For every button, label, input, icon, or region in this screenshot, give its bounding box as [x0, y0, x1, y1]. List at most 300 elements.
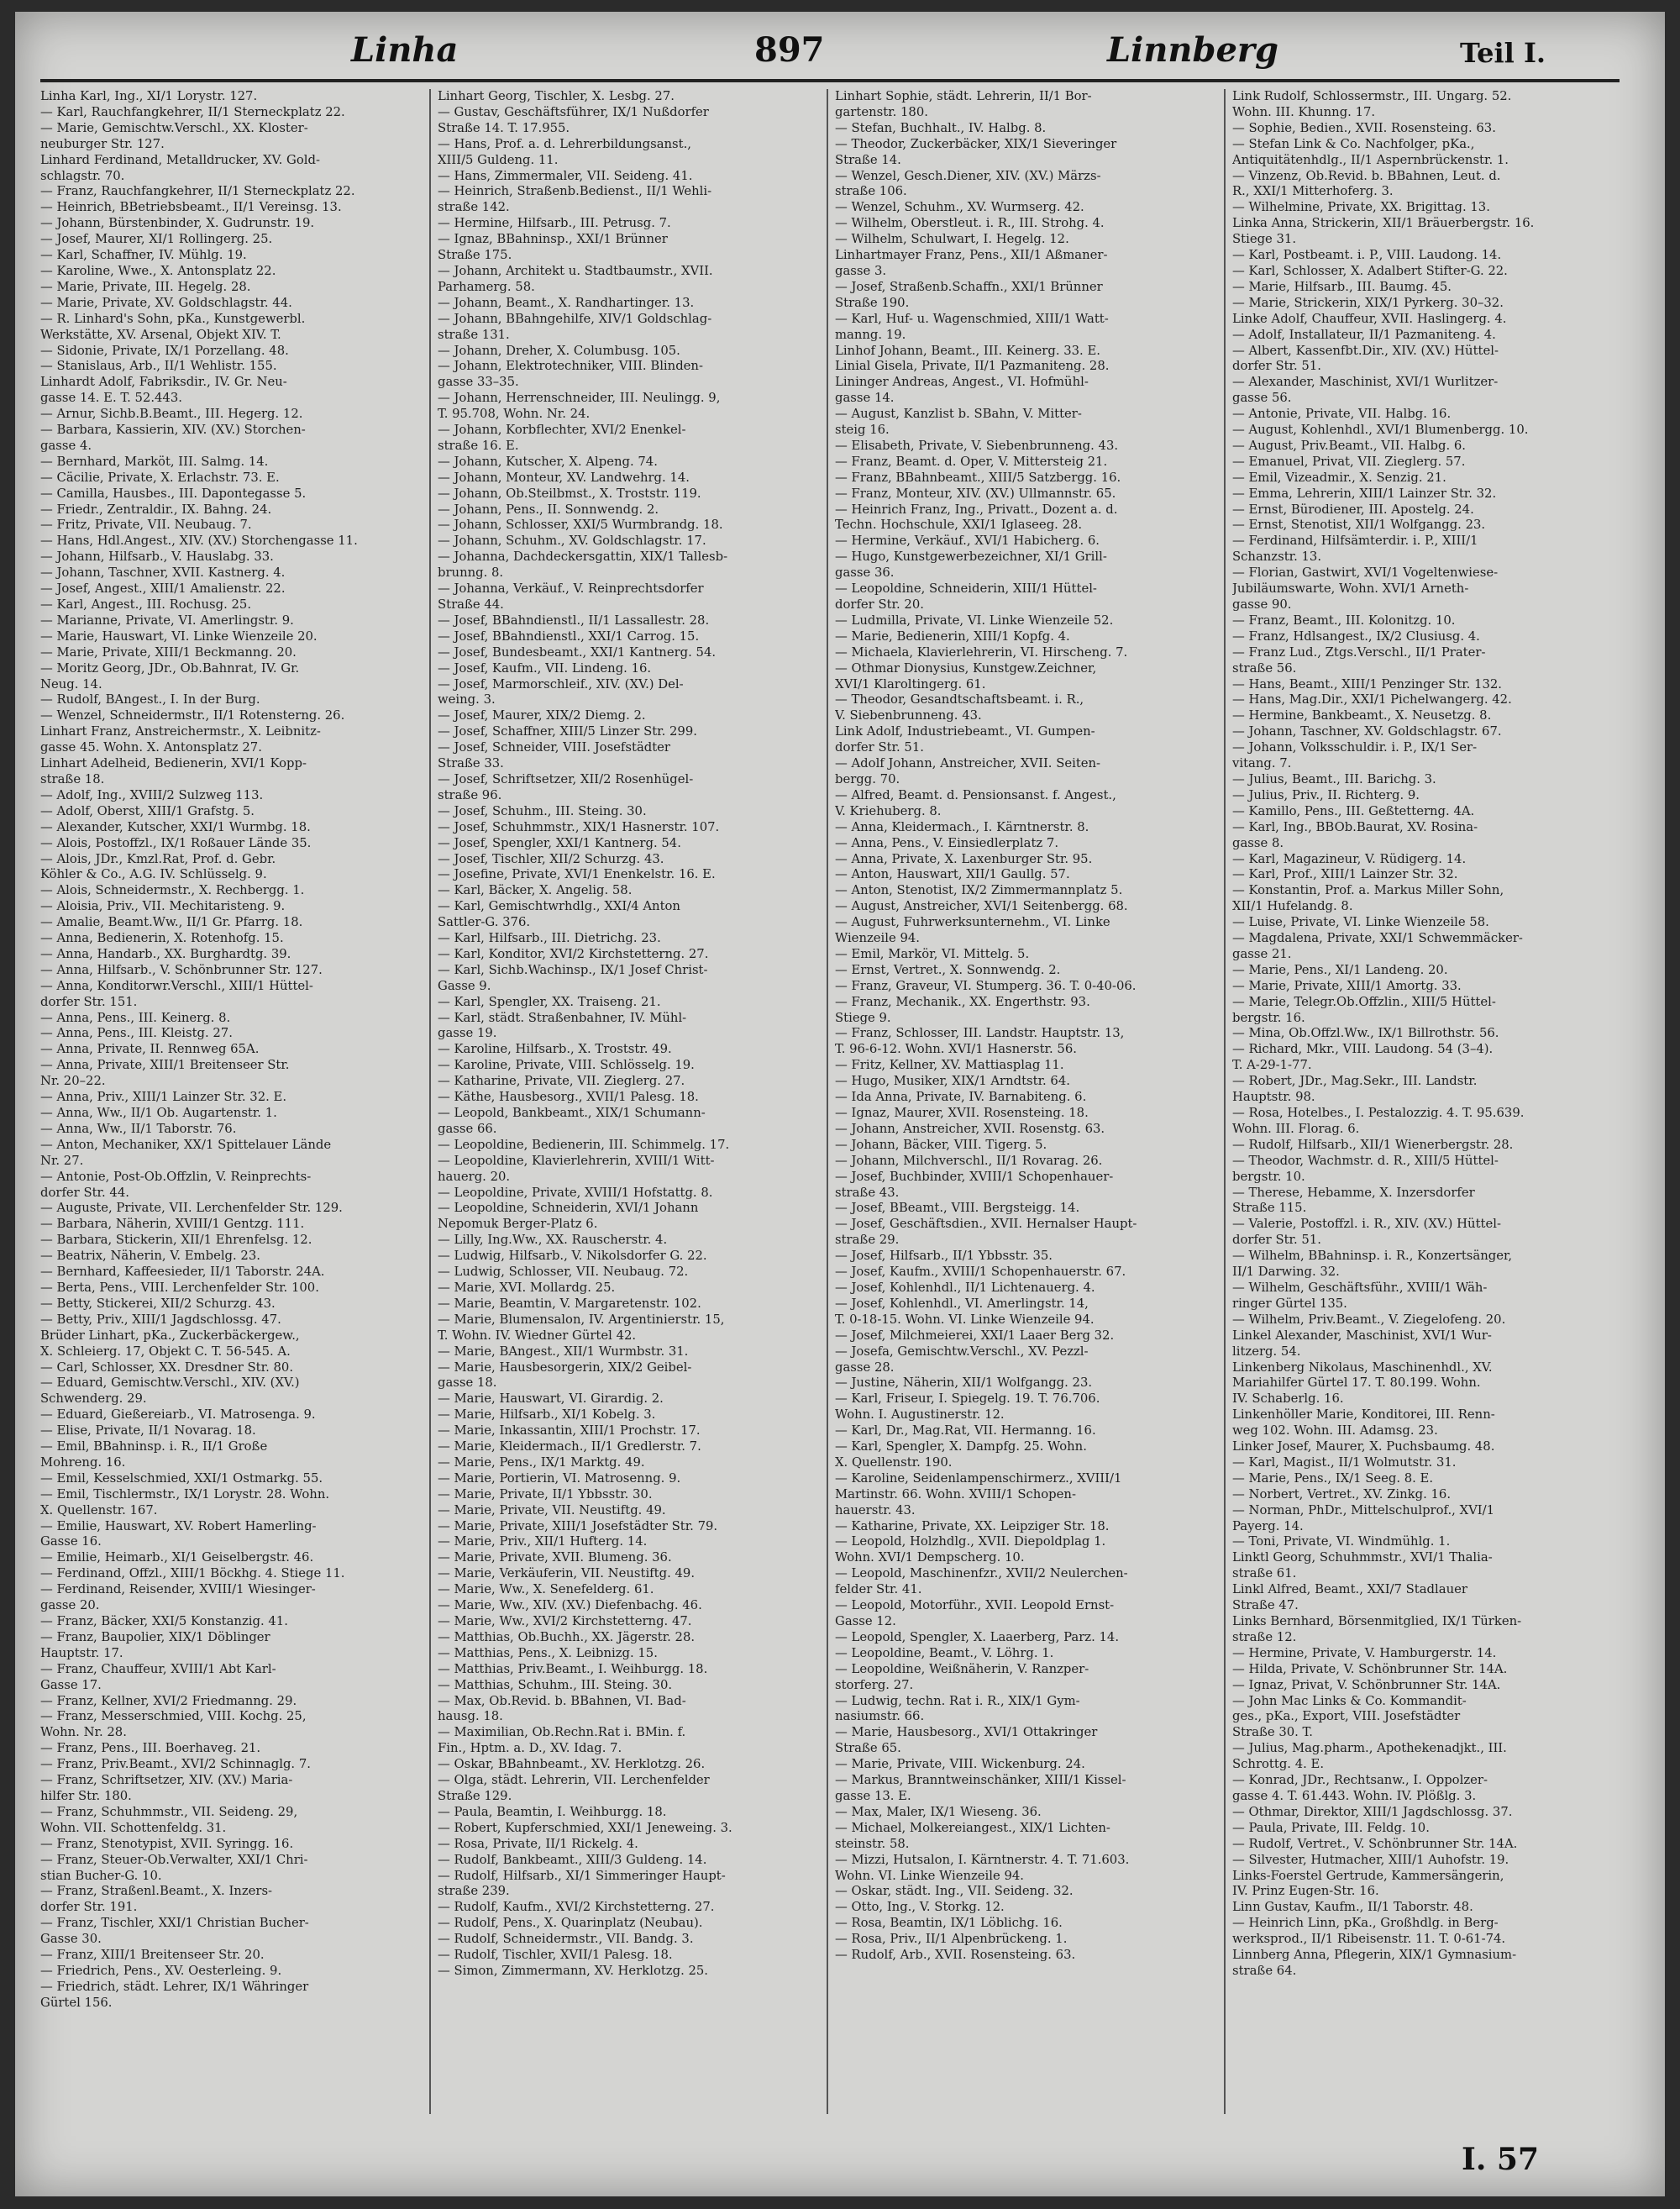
directory-line: V. Siebenbrunneng. 43. [835, 708, 982, 723]
directory-line: — Marie, Private, VII. Neustiftg. 49. [438, 1502, 666, 1517]
directory-line: Straße 14. T. 17.955. [438, 120, 570, 135]
directory-line: IV. Schaberlg. 16. [1232, 1391, 1344, 1407]
directory-line: — Leopoldine, Schneiderin, XVI/1 Johann [438, 1201, 699, 1216]
directory-line: — Berta, Pens., VIII. Lerchenfelder Str. 100. [40, 1280, 319, 1295]
directory-line: gasse 4. T. 61.443. Wohn. IV. Plößlg. 3. [1232, 1788, 1477, 1803]
directory-line: — Otto, Ing., V. Storkg. 12. [835, 1900, 1005, 1915]
directory-line: — Eduard, Gemischtw.Verschl., XIV. (XV.) [40, 1375, 300, 1391]
directory-line: — Mina, Ob.Offzl.Ww., IX/1 Billrothstr. 56. [1232, 1026, 1499, 1041]
directory-line: — Kamillo, Pens., III. Geßtetterng. 4A. [1232, 803, 1475, 818]
directory-line: X. Schleierg. 17, Objekt C. T. 56-545. A. [40, 1344, 291, 1359]
directory-line: Linhardt Adolf, Fabriksdir., IV. Gr. Neu- [40, 375, 287, 390]
directory-line: gasse 8. [1232, 835, 1284, 850]
directory-line: — Friedrich, städt. Lehrer, IX/1 Währinger [40, 1979, 309, 1994]
directory-line: — Josef, Spengler, XXI/1 Kantnerg. 54. [438, 835, 681, 850]
directory-line: Hauptstr. 17. [40, 1645, 123, 1660]
directory-line: — Emil, BBahninsp. i. R., II/1 Große [40, 1439, 268, 1454]
directory-line: — Rudolf, Tischler, XVII/1 Palesg. 18. [438, 1948, 673, 1963]
directory-line: — Aloisia, Priv., VII. Mechitaristeng. 9. [40, 899, 286, 914]
directory-line: Linial Gisela, Private, II/1 Pazmaniteng. 28. [835, 359, 1110, 374]
directory-line: schlagstr. 70. [40, 168, 125, 183]
directory-line: Linnberg Anna, Pflegerin, XIX/1 Gymnasium- [1232, 1948, 1517, 1963]
page-number: 897 [754, 30, 825, 70]
directory-line: Sattler-G. 376. [438, 915, 531, 930]
directory-line: Wohn. Nr. 28. [40, 1725, 127, 1740]
directory-line: — Karoline, Seidenlampenschirmerz., XVIII/1 [835, 1470, 1122, 1486]
directory-line: Linktl Georg, Schuhmmstr., XVI/1 Thalia- [1232, 1550, 1493, 1565]
directory-line: — Johann, Korbflechter, XVI/2 Enenkel- [438, 423, 686, 438]
directory-line: — Marie, Pens., XI/1 Landeng. 20. [1232, 962, 1448, 977]
directory-line: — Konrad, JDr., Rechtsanw., I. Oppolzer- [1232, 1773, 1488, 1788]
directory-line: — Alois, Postoffzl., IX/1 Roßauer Lände 35. [40, 835, 312, 850]
directory-line: dorfer Str. 51. [1232, 1233, 1321, 1248]
directory-line: — Anna, Pens., V. Einsiedlerplatz 7. [835, 835, 1059, 850]
directory-line: — Hermine, Bankbeamt., X. Neusetzg. 8. [1232, 708, 1492, 723]
directory-line: — Josef, BBahndienstl., XXI/1 Carrog. 15. [438, 629, 700, 644]
directory-line: — Maximilian, Ob.Rechn.Rat i. BMin. f. [438, 1725, 686, 1740]
directory-line: — Anna, Konditorwr.Verschl., XIII/1 Hüttel- [40, 978, 313, 993]
directory-line: — Josefine, Private, XVI/1 Enenkelstr. 16. E. [438, 867, 716, 882]
directory-line: straße 96. [438, 787, 502, 802]
directory-line: T. 96-6-12. Wohn. XVI/1 Hasnerstr. 56. [835, 1042, 1077, 1057]
directory-line: — Luise, Private, VI. Linke Wienzeile 58. [1232, 915, 1489, 930]
directory-line: — Ludwig, techn. Rat i. R., XIX/1 Gym- [835, 1693, 1080, 1708]
directory-line: — Josef, Schriftsetzer, XII/2 Rosenhügel- [438, 771, 694, 786]
directory-line: vitang. 7. [1232, 756, 1292, 771]
directory-line: — August, Anstreicher, XVI/1 Seitenbergg. 68. [835, 899, 1128, 914]
directory-line: gasse 4. [40, 438, 92, 453]
directory-line: — Marie, Private, XIII/1 Josefstädter Str. 79. [438, 1518, 718, 1533]
directory-line: — Leopoldine, Private, XVIII/1 Hofstattg. 8. [438, 1185, 713, 1200]
directory-line: — Karl, Friseur, I. Spiegelg. 19. T. 76.706. [835, 1391, 1100, 1407]
directory-line: gasse 20. [40, 1598, 100, 1613]
directory-line: Linhart Franz, Anstreichermstr., X. Leibnitz- [40, 724, 321, 739]
directory-line: — Amalie, Beamt.Ww., II/1 Gr. Pfarrg. 18. [40, 915, 303, 930]
directory-line: gasse 13. E. [835, 1788, 911, 1803]
directory-line: — Adolf Johann, Anstreicher, XVII. Seiten- [835, 756, 1101, 771]
header-rule [40, 79, 1620, 82]
directory-line: — Karl, Magazineur, V. Rüdigerg. 14. [1232, 851, 1467, 866]
directory-line: gasse 21. [1232, 946, 1292, 961]
column-divider [429, 89, 431, 2114]
directory-line: — Emil, Tischlermstr., IX/1 Lorystr. 28. Wohn. [40, 1486, 330, 1502]
directory-line: Fin., Hptm. a. D., XV. Idag. 7. [438, 1741, 622, 1756]
directory-line: Gasse 9. [438, 978, 491, 993]
directory-line: — Hilda, Private, V. Schönbrunner Str. 14A. [1232, 1661, 1508, 1676]
directory-line: — Theodor, Wachmstr. d. R., XIII/5 Hüttel- [1232, 1153, 1499, 1168]
directory-line: — Marie, Hilfsarb., XI/1 Kobelg. 3. [438, 1407, 656, 1423]
directory-line: — Franz Lud., Ztgs.Verschl., II/1 Prater- [1232, 644, 1486, 660]
directory-line: — Marie, Hilfsarb., III. Baumg. 45. [1232, 279, 1452, 294]
signature-mark: I. 57 [1462, 2142, 1540, 2177]
directory-line: — Franz, Kellner, XVI/2 Friedmanng. 29. [40, 1693, 297, 1708]
directory-line: — Emil, Kesselschmied, XXI/1 Ostmarkg. 55. [40, 1470, 323, 1486]
directory-line: Wohn. VII. Schottenfeldg. 31. [40, 1820, 227, 1835]
directory-line: — Josef, Schaffner, XIII/5 Linzer Str. 299. [438, 724, 697, 739]
directory-line: Straße 190. [835, 295, 910, 310]
directory-line: straße 29. [835, 1233, 900, 1248]
directory-line: T. 0-18-15. Wohn. VI. Linke Wienzeile 94. [835, 1312, 1095, 1327]
directory-line: — Wilhelm, Oberstleut. i. R., III. Strohg. 4. [835, 216, 1105, 231]
directory-line: — Justine, Näherin, XII/1 Wolfgangg. 23. [835, 1375, 1093, 1391]
directory-line: — Markus, Branntweinschänker, XIII/1 Kissel- [835, 1773, 1126, 1788]
directory-line: — Hans, Hdl.Angest., XIV. (XV.) Storchengasse 11. [40, 534, 358, 549]
directory-line: — Anna, Private, XIII/1 Breitenseer Str. [40, 1058, 290, 1073]
running-head-left: Linha [351, 30, 459, 70]
directory-line: — Leopoldine, Schneiderin, XIII/1 Hüttel- [835, 581, 1097, 597]
directory-line: — Josef, Geschäftsdien., XVII. Hernalser Haupt- [835, 1217, 1137, 1232]
directory-line: gasse 36. [835, 565, 895, 581]
directory-line: XVI/1 Klaroltingerg. 61. [835, 676, 986, 692]
directory-line: — Robert, Kupferschmied, XXI/1 Jeneweing. 3. [438, 1820, 732, 1835]
directory-line: Wohn. III. Florag. 6. [1232, 1121, 1360, 1136]
directory-line: Jubiläumswarte, Wohn. XVI/1 Arneth- [1232, 581, 1469, 597]
directory-line: — Emma, Lehrerin, XIII/1 Lainzer Str. 32. [1232, 486, 1497, 501]
directory-line: — Wenzel, Gesch.Diener, XIV. (XV.) Märzs- [835, 168, 1101, 183]
directory-line: — Johann, Kutscher, X. Alpeng. 74. [438, 454, 658, 469]
directory-line: — Karl, Ing., BBOb.Baurat, XV. Rosina- [1232, 819, 1478, 834]
directory-line: — Ignaz, BBahninsp., XXI/1 Brünner [438, 232, 668, 247]
directory-line: — Marie, Gemischtw.Verschl., XX. Kloster- [40, 120, 308, 135]
directory-line: Payerg. 14. [1232, 1518, 1304, 1533]
directory-line: — Franz, Baupolier, XIX/1 Döblinger [40, 1629, 270, 1644]
directory-line: hauerg. 20. [438, 1169, 511, 1184]
directory-line: — Friedr., Zentraldir., IX. Bahng. 24. [40, 502, 272, 517]
directory-line: — Johann, Schlosser, XXI/5 Wurmbrandg. 18. [438, 518, 723, 533]
directory-line: — Alois, Schneidermstr., X. Rechbergg. 1. [40, 883, 305, 898]
directory-column-1 [40, 89, 423, 2114]
directory-line: — Karl, Rauchfangkehrer, II/1 Sterneckplatz 22. [40, 104, 345, 119]
directory-line: storferg. 27. [835, 1677, 914, 1692]
volume-part: Teil I. [1460, 37, 1546, 69]
directory-line: — Marie, Ww., X. Senefelderg. 61. [438, 1582, 654, 1597]
directory-line: — Alois, JDr., Kmzl.Rat, Prof. d. Gebr. [40, 851, 276, 866]
directory-line: T. 95.708, Wohn. Nr. 24. [438, 407, 591, 422]
directory-line: — Marie, Bedienerin, XIII/1 Kopfg. 4. [835, 629, 1070, 644]
directory-line: — Leopold, Bankbeamt., XIX/1 Schumann- [438, 1106, 706, 1120]
directory-line: — Betty, Stickerei, XII/2 Schurzg. 43. [40, 1296, 276, 1311]
directory-line: — Max, Maler, IX/1 Wieseng. 36. [835, 1804, 1042, 1819]
directory-line: hilfer Str. 180. [40, 1788, 132, 1803]
directory-line: — Marianne, Private, VI. Amerlingstr. 9. [40, 613, 294, 628]
directory-line: — Ludwig, Hilfsarb., V. Nikolsdorfer G. 22. [438, 1249, 707, 1264]
directory-line: gasse 14. E. T. 52.443. [40, 391, 182, 406]
directory-line: — Barbara, Kassierin, XIV. (XV.) Storchen- [40, 423, 306, 438]
directory-line: Straße 129. [438, 1788, 512, 1803]
directory-line: — Anna, Handarb., XX. Burghardtg. 39. [40, 946, 291, 961]
directory-line: — Franz, Bäcker, XXI/5 Konstanzig. 41. [40, 1614, 288, 1628]
directory-line: — Josef, Schuhmmstr., XIX/1 Hasnerstr. 107. [438, 819, 720, 834]
directory-line: — Franz, Steuer-Ob.Verwalter, XXI/1 Chri- [40, 1852, 308, 1867]
directory-line: — Barbara, Näherin, XVIII/1 Gentzg. 111. [40, 1217, 305, 1232]
directory-line: — Marie, Pens., IX/1 Marktg. 49. [438, 1454, 645, 1470]
column-divider [1224, 89, 1226, 2114]
directory-line: hauerstr. 43. [835, 1502, 916, 1517]
directory-line: — Auguste, Private, VII. Lerchenfelder Str. 129. [40, 1201, 343, 1216]
directory-line: — Wenzel, Schneidermstr., II/1 Rotensterng. 26. [40, 708, 345, 723]
directory-line: — Anna, Priv., XIII/1 Lainzer Str. 32. E. [40, 1090, 287, 1105]
directory-line: — Franz, Pens., III. Boerhaveg. 21. [40, 1741, 261, 1756]
directory-line: — Josef, Buchbinder, XVIII/1 Schopenhauer- [835, 1169, 1114, 1184]
directory-line: — Paula, Beamtin, I. Weihburgg. 18. [438, 1804, 667, 1819]
directory-line: gasse 3. [835, 263, 887, 278]
directory-line: II/1 Darwing. 32. [1232, 1265, 1340, 1280]
directory-line: Linn Gustav, Kaufm., II/1 Taborstr. 48. [1232, 1900, 1473, 1915]
directory-line: — Josef, Angest., XIII/1 Amalienstr. 22. [40, 581, 286, 597]
directory-line: — Sophie, Bedien., XVII. Rosensteing. 63. [1232, 120, 1496, 135]
directory-line: Neug. 14. [40, 676, 102, 692]
directory-line: — Katharine, Private, XX. Leipziger Str. 18. [835, 1518, 1110, 1533]
directory-line: — Franz, XIII/1 Breitenseer Str. 20. [40, 1948, 265, 1963]
directory-line: — Josef, Milchmeierei, XXI/1 Laaer Berg 32. [835, 1328, 1115, 1343]
directory-line: — Rosa, Beamtin, IX/1 Löblichg. 16. [835, 1916, 1063, 1931]
directory-line: — Lilly, Ing.Ww., XX. Rauscherstr. 4. [438, 1233, 668, 1248]
directory-line: — Ida Anna, Private, IV. Barnabiteng. 6. [835, 1090, 1087, 1105]
directory-line: — Rosa, Hotelbes., I. Pestalozzig. 4. T. 95.639. [1232, 1106, 1525, 1120]
directory-line: — Marie, Hauswart, VI. Linke Wienzeile 20. [40, 629, 318, 644]
directory-line: — Fritz, Kellner, XV. Mattiasplag 11. [835, 1058, 1064, 1073]
directory-line: — Anton, Hauswart, XII/1 Gaullg. 57. [835, 867, 1070, 882]
directory-line: — Anna, Kleidermach., I. Kärntnerstr. 8. [835, 819, 1089, 834]
directory-line: dorfer Str. 51. [835, 740, 924, 755]
directory-line: — Josef, BBahndienstl., II/1 Lassallestr. 28. [438, 613, 710, 628]
directory-line: XII/1 Hufelandg. 8. [1232, 899, 1353, 914]
directory-line: — Hans, Prof. a. d. Lehrerbildungsanst., [438, 136, 692, 151]
directory-line: dorfer Str. 44. [40, 1185, 129, 1200]
directory-line: Nepomuk Berger-Platz 6. [438, 1217, 598, 1232]
directory-line: Parhamerg. 58. [438, 279, 535, 294]
directory-line: — Franz, Graveur, VI. Stumperg. 36. T. 0-40-06. [835, 978, 1137, 993]
directory-line: — August, Kohlenhdl., XVI/1 Blumenbergg. 10. [1232, 423, 1529, 438]
directory-line: R., XXI/1 Mitterhoferg. 3. [1232, 184, 1394, 199]
directory-line: Gasse 17. [40, 1677, 102, 1692]
directory-line: — Julius, Beamt., III. Barichg. 3. [1232, 771, 1436, 786]
directory-line: Gasse 12. [835, 1614, 896, 1628]
directory-line: — Franz, Rauchfangkehrer, II/1 Sterneckplatz 22. [40, 184, 355, 199]
directory-line: — Rudolf, Vertret., V. Schönbrunner Str. 14A. [1232, 1836, 1518, 1851]
directory-line: — Rosa, Priv., II/1 Alpenbrückeng. 1. [835, 1932, 1068, 1947]
directory-line: Martinstr. 66. Wohn. XVIII/1 Schopen- [835, 1486, 1076, 1502]
column-divider [827, 89, 828, 2114]
directory-line: steinstr. 58. [835, 1836, 910, 1851]
directory-line: Linhof Johann, Beamt., III. Keinerg. 33. E. [835, 343, 1100, 358]
directory-line: dorfer Str. 51. [1232, 359, 1321, 374]
directory-line: ringer Gürtel 135. [1232, 1296, 1347, 1311]
directory-line: — Marie, Private, II/1 Ybbsstr. 30. [438, 1486, 653, 1502]
directory-line: Wohn. VI. Linke Wienzeile 94. [835, 1868, 1025, 1883]
directory-line: nasiumstr. 66. [835, 1709, 925, 1724]
directory-line: — Johann, Milchverschl., II/1 Rovarag. 26. [835, 1153, 1103, 1168]
directory-line: — Silvester, Hutmacher, XIII/1 Auhofstr. 19. [1232, 1852, 1509, 1867]
directory-line: — Stanislaus, Arb., II/1 Wehlistr. 155. [40, 359, 277, 374]
directory-line: — August, Fuhrwerksunternehm., VI. Linke [835, 915, 1110, 930]
directory-line: — Toni, Private, VI. Windmühlg. 1. [1232, 1534, 1451, 1549]
directory-line: Link Rudolf, Schlossermstr., III. Ungarg. 52. [1232, 89, 1512, 103]
directory-line: Nr. 27. [40, 1153, 84, 1168]
directory-line: — Wilhelm, BBahninsp. i. R., Konzertsänger, [1232, 1249, 1513, 1264]
directory-line: straße 43. [835, 1185, 900, 1200]
directory-line: — Johann, Monteur, XV. Landwehrg. 14. [438, 470, 690, 485]
directory-line: — Gustav, Geschäftsführer, IX/1 Nußdorfer [438, 104, 709, 119]
directory-line: straße 239. [438, 1884, 510, 1899]
directory-line: manng. 19. [835, 327, 906, 342]
directory-line: — Johann, Volksschuldir. i. P., IX/1 Ser- [1232, 740, 1478, 755]
directory-line: — Paula, Private, III. Feldg. 10. [1232, 1820, 1430, 1835]
directory-line: — Karl, Postbeamt. i. P., VIII. Laudong. 14. [1232, 248, 1502, 263]
directory-line: — Bernhard, Kaffeesieder, II/1 Taborstr. 24A. [40, 1265, 325, 1280]
directory-line: — Marie, Kleidermach., II/1 Gredlerstr. 7. [438, 1439, 701, 1454]
directory-line: Schrottg. 4. E. [1232, 1757, 1325, 1772]
directory-line: — Othmar, Direktor, XIII/1 Jagdschlossg. 37. [1232, 1804, 1513, 1819]
directory-line: T. Wohn. IV. Wiedner Gürtel 42. [438, 1328, 637, 1343]
directory-line: — Florian, Gastwirt, XVI/1 Vogeltenwiese- [1232, 565, 1499, 581]
directory-line: — Olga, städt. Lehrerin, VII. Lerchenfelder [438, 1773, 710, 1788]
directory-line: gartenstr. 180. [835, 104, 928, 119]
directory-line: — Matthias, Ob.Buchh., XX. Jägerstr. 28. [438, 1629, 696, 1644]
directory-line: — Josef, Hilfsarb., II/1 Ybbsstr. 35. [835, 1249, 1053, 1264]
directory-line: — Ignaz, Maurer, XVII. Rosensteing. 18. [835, 1106, 1089, 1120]
directory-line: — Karl, Sichb.Wachinsp., IX/1 Josef Christ- [438, 962, 708, 977]
directory-line: — Marie, Ww., XVI/2 Kirchstetterng. 47. [438, 1614, 692, 1628]
directory-column-2 [438, 89, 820, 2114]
directory-line: — Elisabeth, Private, V. Siebenbrunneng. 43. [835, 438, 1119, 453]
directory-line: — Anna, Bedienerin, X. Rotenhofg. 15. [40, 931, 284, 946]
directory-line: — Adolf, Ing., XVIII/2 Sulzweg 113. [40, 787, 264, 802]
directory-line: straße 12. [1232, 1629, 1297, 1644]
directory-line: Schanzstr. 13. [1232, 550, 1322, 565]
directory-line: — Heinrich, Straßenb.Bedienst., II/1 Wehli- [438, 184, 712, 199]
directory-line: — Ignaz, Privat, V. Schönbrunner Str. 14A. [1232, 1677, 1501, 1692]
directory-line: Gürtel 156. [40, 1995, 113, 2010]
directory-line: Techn. Hochschule, XXI/1 Iglaseeg. 28. [835, 518, 1083, 533]
directory-line: Linke Adolf, Chauffeur, XVII. Haslingerg. 4. [1232, 311, 1507, 326]
directory-line: — Karoline, Hilfsarb., X. Troststr. 49. [438, 1042, 672, 1057]
directory-line: — Ferdinand, Hilfsämterdir. i. P., XIII/1 [1232, 534, 1478, 549]
directory-line: — Franz, Mechanik., XX. Engerthstr. 93. [835, 994, 1090, 1009]
directory-line: steig 16. [835, 423, 890, 438]
directory-line: — Josef, Straßenb.Schaffn., XXI/1 Brünner [835, 279, 1103, 294]
directory-line: — Arnur, Sichb.B.Beamt., III. Hegerg. 12. [40, 407, 303, 422]
directory-line: — Johann, Dreher, X. Columbusg. 105. [438, 343, 680, 358]
directory-line: — Franz, Stenotypist, XVII. Syringg. 16. [40, 1836, 294, 1851]
directory-line: — Robert, JDr., Mag.Sekr., III. Landstr. [1232, 1074, 1478, 1089]
directory-line: — Leopoldine, Bedienerin, III. Schimmelg. 17. [438, 1137, 730, 1152]
directory-line: — Hans, Beamt., XIII/1 Penzinger Str. 132. [1232, 676, 1502, 692]
directory-line: — Karl, Dr., Mag.Rat, VII. Hermanng. 16. [835, 1423, 1096, 1438]
directory-line: — Franz, BBahnbeamt., XIII/5 Satzbergg. 16. [835, 470, 1121, 485]
directory-line: Straße 47. [1232, 1598, 1299, 1613]
directory-line: — Johann, Bürstenbinder, X. Gudrunstr. 19. [40, 216, 315, 231]
directory-line: dorfer Str. 151. [40, 994, 138, 1009]
directory-line: straße 142. [438, 200, 510, 215]
directory-line: — Matthias, Pens., X. Leibnizg. 15. [438, 1645, 658, 1660]
directory-line: gasse 19. [438, 1026, 497, 1041]
directory-line: — Marie, Telegr.Ob.Offzlin., XIII/5 Hüttel- [1232, 994, 1496, 1009]
directory-line: Links Bernhard, Börsenmitglied, IX/1 Türken- [1232, 1614, 1522, 1628]
directory-line: Mariahilfer Gürtel 17. T. 80.199. Wohn. [1232, 1375, 1481, 1391]
directory-line: weg 102. Wohn. III. Adamsg. 23. [1232, 1423, 1438, 1438]
directory-line: — Emilie, Heimarb., XI/1 Geiselbergstr. 46. [40, 1550, 314, 1565]
directory-line: — Max, Ob.Revid. b. BBahnen, VI. Bad- [438, 1693, 686, 1708]
directory-line: gasse 18. [438, 1375, 497, 1391]
directory-line: — Karl, Hilfsarb., III. Dietrichg. 23. [438, 931, 661, 946]
directory-line: — Franz, Chauffeur, XVIII/1 Abt Karl- [40, 1661, 276, 1676]
directory-line: — Marie, Private, XV. Goldschlagstr. 44. [40, 295, 292, 310]
directory-line: — Adolf, Installateur, II/1 Pazmaniteng. 4. [1232, 327, 1496, 342]
directory-line: — Anna, Pens., III. Keinerg. 8. [40, 1010, 231, 1025]
directory-line: Straße 33. [438, 756, 504, 771]
directory-line: — Johann, Beamt., X. Randhartinger. 13. [438, 295, 695, 310]
directory-line: straße 16. E. [438, 438, 519, 453]
directory-line: — Leopold, Motorführ., XVII. Leopold Ernst- [835, 1598, 1115, 1613]
directory-line: — Johann, Bäcker, VIII. Tigerg. 5. [835, 1137, 1047, 1152]
directory-line: bergstr. 10. [1232, 1169, 1305, 1184]
directory-line: — Julius, Mag.pharm., Apothekenadjkt., III. [1232, 1741, 1507, 1756]
directory-line: — Leopold, Holzhdlg., XVII. Diepoldplag 1. [835, 1534, 1106, 1549]
directory-line: — Hermine, Verkäuf., XVI/1 Habicherg. 6. [835, 534, 1100, 549]
directory-line: — Karl, Schaffner, IV. Mühlg. 19. [40, 248, 247, 263]
directory-line: Lininger Andreas, Angest., VI. Hofmühl- [835, 375, 1089, 390]
directory-line: Gasse 16. [40, 1534, 102, 1549]
directory-line: — Theodor, Zuckerbäcker, XIX/1 Sieveringer [835, 136, 1117, 151]
directory-line: X. Quellenstr. 190. [835, 1454, 953, 1470]
directory-line: — Hugo, Kunstgewerbezeichner, XI/1 Grill- [835, 550, 1107, 565]
directory-line: — Anna, Hilfsarb., V. Schönbrunner Str. 127. [40, 962, 323, 977]
directory-line: — Stefan Link & Co. Nachfolger, pKa., [1232, 136, 1475, 151]
directory-line: — Rudolf, Bankbeamt., XIII/3 Guldeng. 14. [438, 1852, 707, 1867]
directory-line: — Franz, Schuhmmstr., VII. Seideng. 29, [40, 1804, 298, 1819]
directory-line: — Anna, Pens., III. Kleistg. 27. [40, 1026, 233, 1041]
directory-line: — Marie, BAngest., XII/1 Wurmbstr. 31. [438, 1344, 689, 1359]
directory-line: — Marie, Strickerin, XIX/1 Pyrkerg. 30–32. [1232, 295, 1504, 310]
directory-line: — Alexander, Maschinist, XVI/1 Wurlitzer- [1232, 375, 1499, 390]
directory-line: — Magdalena, Private, XXI/1 Schwemmäcker- [1232, 931, 1523, 946]
directory-line: gasse 14. [835, 391, 895, 406]
directory-line: gasse 28. [835, 1360, 895, 1375]
directory-line: ges., pKa., Export, VIII. Josefstädter [1232, 1709, 1461, 1724]
directory-line: — Moritz Georg, JDr., Ob.Bahnrat, IV. Gr. [40, 660, 300, 676]
directory-line: — Rudolf, BAngest., I. In der Burg. [40, 692, 260, 707]
directory-line: — Franz, Hdlsangest., IX/2 Clusiusg. 4. [1232, 629, 1480, 644]
directory-line: — Oskar, städt. Ing., VII. Seideng. 32. [835, 1884, 1074, 1899]
directory-line: — Ludwig, Schlosser, VII. Neubaug. 72. [438, 1265, 689, 1280]
directory-line: — Marie, Private, III. Hegelg. 28. [40, 279, 251, 294]
directory-line: Stiege 9. [835, 1010, 891, 1025]
directory-line: Straße 14. [835, 152, 901, 167]
directory-line: — Johann, Schuhm., XV. Goldschlagstr. 17. [438, 534, 706, 549]
directory-line: Linkenhöller Marie, Konditorei, III. Renn- [1232, 1407, 1495, 1423]
directory-line: — Rudolf, Pens., X. Quarinplatz (Neubau). [438, 1916, 703, 1931]
directory-line: Antiquitätenhdlg., II/1 Aspernbrückenstr. 1. [1232, 152, 1509, 167]
directory-line: — Johann, Architekt u. Stadtbaumstr., XVII. [438, 263, 713, 278]
directory-line: gasse 45. Wohn. X. Antonsplatz 27. [40, 740, 262, 755]
directory-line: — Karl, Huf- u. Wagenschmied, XIII/1 Watt- [835, 311, 1109, 326]
directory-line: Linkenberg Nikolaus, Maschinenhdl., XV. [1232, 1360, 1493, 1375]
directory-line: — Marie, Inkassantin, XIII/1 Prochstr. 17. [438, 1423, 701, 1438]
directory-line: V. Kriehuberg. 8. [835, 803, 942, 818]
directory-line: — Karl, Spengler, X. Dampfg. 25. Wohn. [835, 1439, 1087, 1454]
directory-line: — Josef, Kaufm., VII. Lindeng. 16. [438, 660, 652, 676]
directory-line: — Johann, Herrenschneider, III. Neulingg. 9, [438, 391, 721, 406]
directory-line: — Michaela, Klavierlehrerin, VI. Hirscheng. 7. [835, 644, 1128, 660]
directory-line: — Theodor, Gesandtschaftsbeamt. i. R., [835, 692, 1084, 707]
directory-line: stian Bucher-G. 10. [40, 1868, 162, 1883]
directory-line: — Wilhelmine, Private, XX. Brigittag. 13. [1232, 200, 1490, 215]
directory-line: — Rosa, Private, II/1 Rickelg. 4. [438, 1836, 638, 1851]
directory-line: — Marie, Hausbesorg., XVI/1 Ottakringer [835, 1725, 1098, 1740]
directory-line: — Johann, Taschner, XV. Goldschlagstr. 67. [1232, 724, 1502, 739]
directory-line: — Marie, Hauswart, VI. Girardig. 2. [438, 1391, 664, 1407]
